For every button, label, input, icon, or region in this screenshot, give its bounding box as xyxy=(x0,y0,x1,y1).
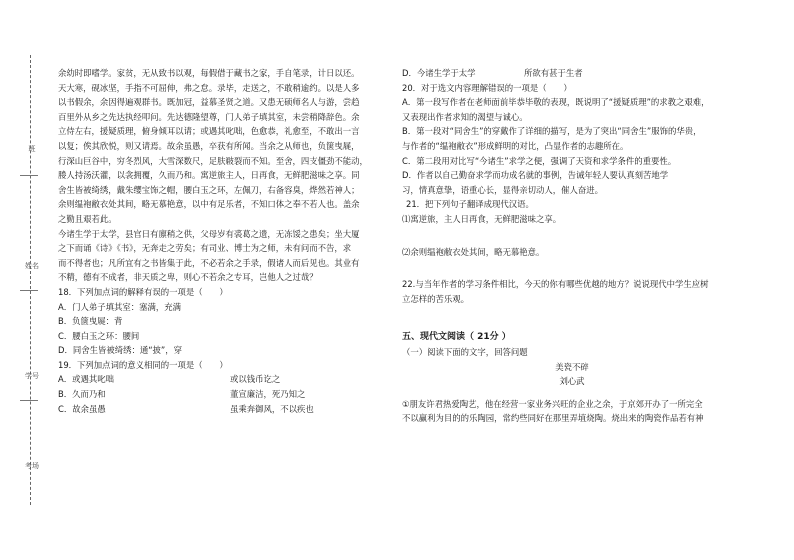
question-19 xyxy=(58,358,390,416)
question-stem: 18．下列加点词的解释有误的一项是（ ） xyxy=(58,286,228,297)
option-left: A．或遇其叱咄 xyxy=(58,374,114,385)
question-stem: 21．把下列句子翻译成现代汉语。 xyxy=(406,199,534,210)
passage-line: 行深山巨谷中，穷冬烈风，大雪深数尺，足肤皲裂而不知。至舍，四支僵劲不能动， xyxy=(58,155,368,166)
option-left: C．故余虽愚 xyxy=(58,403,106,414)
question-22 xyxy=(402,277,742,306)
passage-line: 立侍左右，援疑质理，俯身倾耳以请；或遇其叱咄，色愈恭，礼愈至，不敢出一言 xyxy=(58,126,360,137)
answer-option: A．门人弟子填其室：塞满，充满 xyxy=(58,301,181,312)
question-18 xyxy=(58,285,390,358)
margin-label-name: 姓名 xyxy=(25,262,39,270)
question-stem: 19．下列加点词的意义相同的一项是（ ） xyxy=(58,359,228,370)
passage-line: 今诸生学于太学，县官日有廪稍之供，父母岁有裘葛之遗，无冻馁之患矣；坐大厦 xyxy=(58,228,360,239)
answer-option: B．第一段对“同舍生”的穿戴作了详细的描写，是为了突出“同舍生”服饰的华贵， xyxy=(402,126,702,137)
question-stem: 20．对于选文内容理解错误的一项是（ ） xyxy=(402,82,572,93)
answer-option: D．作者以自己勤奋求学而功成名就的事例，告诫年轻人要认真刻苦地学 xyxy=(402,170,669,181)
translation-item: ⑵余则缊袍敝衣处其间，略无慕艳意。 xyxy=(402,246,545,257)
answer-option: A．第一段写作者在老师面前毕恭毕敬的表现，既说明了“援疑质理”的求教之艰难， xyxy=(402,97,710,108)
margin-label-student-id: 学号 xyxy=(25,372,39,380)
answer-option xyxy=(58,372,390,387)
answer-option: 与作者的“缊袍敝衣”形成鲜明的对比，凸显作者的志趣所在。 xyxy=(402,140,629,151)
passage-line: 而不得者也；凡所宜有之书皆集于此，不必若余之手录，假诸人而后见也。其业有 xyxy=(58,257,360,268)
section-title: 五、现代文阅读（ 21分 ） xyxy=(402,332,511,343)
passage-line: 天大寒，砚冰坚，手指不可屈伸，弗之怠。录毕，走送之，不敢稍逾约。以是人多 xyxy=(58,82,360,93)
answer-space xyxy=(402,306,742,324)
option-right: 或以钱币讫之 xyxy=(230,374,281,385)
left-column xyxy=(58,66,390,416)
passage-line: 余则缊袍敝衣处其间，略无慕艳意，以中有足乐者，不知口体之奉不若人也。盖余 xyxy=(58,199,360,210)
question-20 xyxy=(402,81,742,198)
answer-option: D．同舍生皆被绮绣：通“披”，穿 xyxy=(58,345,183,356)
answer-space xyxy=(402,227,742,245)
passage-paragraph-1 xyxy=(58,66,390,227)
passage-line: 不精，德有不成者，非天质之卑，则心不若余之专耳，岂他人之过哉？ xyxy=(58,272,318,283)
question-stem: 立怎样的苦乐观。 xyxy=(402,293,469,304)
passage-line: 之下而诵《诗》《书》，无奔走之劳矣；有司业、博士为之师，未有问而不告，求 xyxy=(58,243,352,254)
translation-item: ⑴寓逆旅，主人日再食，无鲜肥滋味之享。 xyxy=(402,213,562,224)
passage-line: 百里外从乡之先达执经叩问。先达德隆望尊，门人弟子填其室，未尝稍降辞色。余 xyxy=(58,111,360,122)
answer-option: 习，情真意挚，语重心长，显得亲切动人，催人奋进。 xyxy=(402,184,603,195)
passage-line: 之勤且艰若此。 xyxy=(58,213,117,224)
passage-line: 媵人持汤沃灌，以衾拥覆，久而乃和。寓逆旅主人，日再食，无鲜肥滋味之享。同 xyxy=(58,170,360,181)
option-right: 董宣廉洁，死乃知之 xyxy=(230,389,306,400)
answer-option xyxy=(58,387,390,402)
question-stem: 22.与当年作者的学习条件相比，今天的你有哪些优越的地方？说说现代中学生应树 xyxy=(402,279,709,290)
passage-line: 以复；俟其欣悦，则又请焉。故余虽愚，卒获有所闻。当余之从师也，负箧曳屣， xyxy=(58,140,360,151)
passage-line: 余幼时即嗜学。家贫，无从致书以观，每假借于藏书之家，手自笔录，计日以还。 xyxy=(58,68,360,78)
answer-option xyxy=(58,402,390,417)
passage-paragraph-2 xyxy=(58,227,390,285)
passage-line: 舍生皆被绮绣，戴朱缨宝饰之帽，腰白玉之环，左佩刀，右备容臭，烨然若神人； xyxy=(58,184,360,195)
question-21 xyxy=(402,197,742,277)
margin-label-class: 班 xyxy=(28,145,36,153)
margin-field-line xyxy=(20,290,38,291)
article-title: 美瓷不碎 xyxy=(555,361,589,372)
passage-line: 以书假余，余因得遍观群书。既加冠，益慕圣贤之道。又患无硕师名人与游，尝趋 xyxy=(58,97,360,108)
option-right: 所欲有甚于生者 xyxy=(524,68,583,78)
answer-option xyxy=(402,66,742,81)
answer-option: C．腰白玉之环：腰间 xyxy=(58,330,140,341)
option-left: B．久而乃和 xyxy=(58,389,106,400)
answer-option: 又表现出作者求知的渴望与诚心。 xyxy=(402,111,528,122)
article-line: ①朋友许君热爱陶艺，他在经营一家业务兴旺的企业之余，于京郊开办了一所完全 xyxy=(402,398,703,409)
binding-line xyxy=(30,55,32,505)
option-right: 虽乘奔御风，不以疾也 xyxy=(230,403,314,414)
section-subtitle: （一）阅读下面的文字，回答问题 xyxy=(402,346,528,357)
margin-label-exam-room: 考场 xyxy=(25,462,39,470)
right-column xyxy=(402,66,742,426)
option-left: D．今诸生学于太学 xyxy=(402,68,476,78)
section-5 xyxy=(402,330,742,426)
article-line: 不以赢利为目的的乐陶园，常约些同好在那里弄埴烧陶。烧出来的陶瓷作品若有神 xyxy=(402,413,704,424)
answer-space xyxy=(402,259,742,277)
article-author: 刘心武 xyxy=(559,376,585,387)
answer-option: B．负箧曳屣：背 xyxy=(58,316,123,327)
margin-field-line xyxy=(20,175,38,176)
answer-option: C．第二段用对比写“今诸生”求学之便，强调了天资和求学条件的重要性。 xyxy=(402,155,677,166)
margin-field-line xyxy=(20,400,38,401)
